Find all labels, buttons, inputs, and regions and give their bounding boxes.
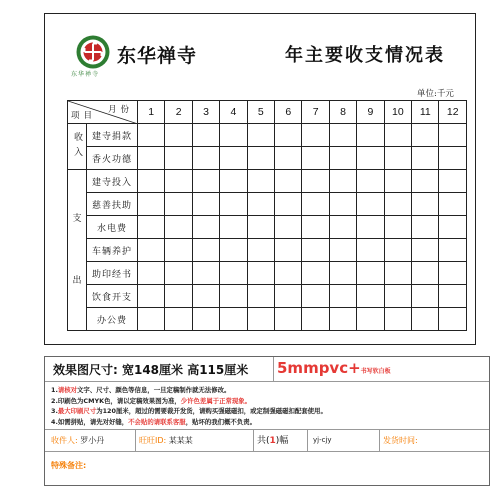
- month-header: 2: [165, 101, 192, 124]
- special-notes-label: 特殊备注:: [51, 461, 87, 470]
- value-cell[interactable]: [302, 124, 329, 147]
- note-segment: 请核对: [57, 386, 78, 394]
- material-label: [277, 359, 391, 377]
- note-segment: 文字、尺寸、颜色等信息，一旦定稿制作就无法修改。: [77, 386, 231, 394]
- table-header-row: [68, 101, 467, 124]
- value-cell[interactable]: [357, 308, 384, 331]
- size-label: 效果图尺寸: 宽148厘米 高115厘米: [53, 363, 249, 377]
- ship-time-field: [383, 435, 418, 446]
- month-header: 5: [247, 101, 274, 124]
- value-cell[interactable]: [192, 147, 219, 170]
- value-cell[interactable]: [302, 239, 329, 262]
- note-segment: 最大印刷尺寸: [57, 407, 97, 415]
- value-cell[interactable]: [275, 193, 302, 216]
- value-cell[interactable]: [329, 147, 356, 170]
- table-row: [68, 285, 467, 308]
- document-title: 年主要收支情况表: [285, 45, 445, 66]
- value-cell[interactable]: [247, 239, 274, 262]
- month-header: 12: [439, 101, 467, 124]
- value-cell[interactable]: [439, 239, 467, 262]
- value-cell[interactable]: [329, 239, 356, 262]
- item-label: 慈善扶助: [87, 193, 138, 216]
- month-header: 3: [192, 101, 219, 124]
- value-cell[interactable]: [302, 147, 329, 170]
- value-cell[interactable]: [165, 170, 192, 193]
- value-cell[interactable]: [412, 262, 439, 285]
- divider: [307, 430, 308, 452]
- spec-special-row: [45, 452, 489, 486]
- note-segment: 2.印刷色为CMYK色，请以定稿效果图为准，: [51, 396, 181, 405]
- month-header: 7: [302, 101, 329, 124]
- value-cell[interactable]: [302, 193, 329, 216]
- value-cell[interactable]: [329, 170, 356, 193]
- value-cell[interactable]: [247, 124, 274, 147]
- value-cell[interactable]: [247, 262, 274, 285]
- note-segment: 少许色差属于正常现象。: [180, 396, 252, 405]
- value-cell[interactable]: [412, 308, 439, 331]
- value-cell[interactable]: [138, 285, 165, 308]
- value-cell[interactable]: [192, 308, 219, 331]
- value-cell[interactable]: [412, 285, 439, 308]
- order-id-value: 某某某: [168, 436, 193, 445]
- temple-name: 东华禅寺: [117, 45, 198, 67]
- finance-table: [67, 100, 467, 331]
- divider: [379, 430, 380, 452]
- month-header: 1: [138, 101, 165, 124]
- value-cell[interactable]: [329, 193, 356, 216]
- category-expense-top: 支: [72, 214, 82, 224]
- value-cell[interactable]: [329, 262, 356, 285]
- value-cell[interactable]: [165, 308, 192, 331]
- order-id-label: 旺旺ID:: [139, 436, 167, 445]
- designer-field: [313, 436, 332, 444]
- quantity-value: 1: [269, 436, 276, 446]
- recipient-value: 罗小丹: [80, 436, 105, 445]
- item-label: 水电费: [87, 216, 138, 239]
- divider: [135, 430, 136, 452]
- divider: [253, 430, 254, 452]
- value-cell[interactable]: [192, 193, 219, 216]
- value-cell[interactable]: [412, 239, 439, 262]
- ship-time-label: 发货时间:: [383, 436, 418, 445]
- value-cell[interactable]: [192, 170, 219, 193]
- note-line: [51, 385, 327, 396]
- value-cell[interactable]: [247, 170, 274, 193]
- month-header: 10: [384, 101, 411, 124]
- month-header: 11: [412, 101, 439, 124]
- value-cell[interactable]: [165, 239, 192, 262]
- value-cell[interactable]: [275, 285, 302, 308]
- quantity-suffix: )幅: [275, 436, 289, 446]
- value-cell[interactable]: [357, 147, 384, 170]
- value-cell[interactable]: [412, 124, 439, 147]
- logo-caption: 东华禅寺: [71, 71, 100, 78]
- value-cell[interactable]: [357, 239, 384, 262]
- value-cell[interactable]: [439, 262, 467, 285]
- value-cell[interactable]: [412, 193, 439, 216]
- value-cell[interactable]: [357, 216, 384, 239]
- value-cell[interactable]: [138, 170, 165, 193]
- category-income: 收入: [68, 124, 87, 170]
- spec-form: [44, 356, 490, 486]
- value-cell[interactable]: [357, 124, 384, 147]
- category-spacer: [68, 227, 86, 273]
- value-cell[interactable]: [138, 216, 165, 239]
- value-cell[interactable]: [439, 285, 467, 308]
- value-cell[interactable]: [138, 262, 165, 285]
- value-cell[interactable]: [220, 124, 247, 147]
- table-row: [68, 147, 467, 170]
- value-cell[interactable]: [439, 308, 467, 331]
- value-cell[interactable]: [439, 170, 467, 193]
- value-cell[interactable]: [439, 124, 467, 147]
- value-cell[interactable]: [138, 193, 165, 216]
- material-text: 5mmpvc+: [277, 359, 361, 377]
- value-cell[interactable]: [302, 170, 329, 193]
- spec-order-row: [45, 430, 489, 452]
- recipient-label: 收件人:: [51, 436, 78, 445]
- value-cell[interactable]: [384, 262, 411, 285]
- item-label: 香火功德: [87, 147, 138, 170]
- value-cell[interactable]: [165, 147, 192, 170]
- value-cell[interactable]: [384, 308, 411, 331]
- value-cell[interactable]: [275, 262, 302, 285]
- table-row: [68, 170, 467, 193]
- sign-board: [44, 13, 476, 345]
- note-line: [51, 417, 327, 428]
- month-header: 6: [275, 101, 302, 124]
- table-corner-cell: [68, 101, 138, 124]
- value-cell[interactable]: [138, 308, 165, 331]
- value-cell[interactable]: [247, 147, 274, 170]
- value-cell[interactable]: [275, 124, 302, 147]
- material-note: 书写软白板: [360, 368, 391, 375]
- recipient-field: [51, 435, 104, 446]
- month-header: 9: [357, 101, 384, 124]
- designer-value: yj-cjy: [313, 436, 332, 444]
- month-header: 4: [220, 101, 247, 124]
- value-cell[interactable]: [247, 216, 274, 239]
- value-cell[interactable]: [329, 216, 356, 239]
- value-cell[interactable]: [165, 262, 192, 285]
- value-cell[interactable]: [329, 308, 356, 331]
- notes-list: [51, 385, 327, 427]
- value-cell[interactable]: [302, 308, 329, 331]
- item-label: 饮食开支: [87, 285, 138, 308]
- value-cell[interactable]: [275, 170, 302, 193]
- value-cell[interactable]: [412, 147, 439, 170]
- unit-label: 单位:千元: [417, 89, 454, 99]
- value-cell[interactable]: [275, 308, 302, 331]
- table-row: [68, 124, 467, 147]
- item-label: 车辆养护: [87, 239, 138, 262]
- item-label: 助印经书: [87, 262, 138, 285]
- value-cell[interactable]: [220, 193, 247, 216]
- value-cell[interactable]: [329, 285, 356, 308]
- value-cell[interactable]: [412, 170, 439, 193]
- value-cell[interactable]: [302, 216, 329, 239]
- value-cell[interactable]: [220, 170, 247, 193]
- value-cell[interactable]: [412, 216, 439, 239]
- value-cell[interactable]: [275, 216, 302, 239]
- value-cell[interactable]: [384, 170, 411, 193]
- value-cell[interactable]: [384, 193, 411, 216]
- quantity-field: [257, 433, 288, 446]
- order-id-field: [139, 435, 193, 446]
- value-cell[interactable]: [138, 124, 165, 147]
- divider: [273, 357, 274, 382]
- value-cell[interactable]: [165, 285, 192, 308]
- corner-month-label: 月份: [107, 105, 133, 115]
- value-cell[interactable]: [357, 170, 384, 193]
- note-line: [51, 406, 327, 417]
- value-cell[interactable]: [439, 216, 467, 239]
- value-cell[interactable]: [275, 239, 302, 262]
- value-cell[interactable]: [384, 216, 411, 239]
- category-expense: [68, 170, 87, 331]
- note-segment: 1.: [51, 386, 58, 394]
- value-cell[interactable]: [165, 216, 192, 239]
- category-expense-bottom: 出: [72, 276, 82, 286]
- value-cell[interactable]: [220, 262, 247, 285]
- note-segment: 为120厘米，超过的需要裁开发货，请购买强磁磁扣，或定制强磁磁扣配套使用。: [96, 407, 327, 415]
- value-cell[interactable]: [192, 216, 219, 239]
- value-cell[interactable]: [220, 239, 247, 262]
- value-cell[interactable]: [329, 124, 356, 147]
- value-cell[interactable]: [357, 285, 384, 308]
- item-label: 建寺捐款: [87, 124, 138, 147]
- value-cell[interactable]: [302, 285, 329, 308]
- value-cell[interactable]: [220, 308, 247, 331]
- value-cell[interactable]: [247, 285, 274, 308]
- value-cell[interactable]: [357, 193, 384, 216]
- value-cell[interactable]: [165, 124, 192, 147]
- value-cell[interactable]: [192, 262, 219, 285]
- value-cell[interactable]: [439, 193, 467, 216]
- item-label: 办公费: [87, 308, 138, 331]
- value-cell[interactable]: [192, 124, 219, 147]
- corner-item-label: 项目: [71, 111, 97, 121]
- value-cell[interactable]: [220, 147, 247, 170]
- item-label: 建寺投入: [87, 170, 138, 193]
- value-cell[interactable]: [138, 239, 165, 262]
- spec-notes-row: [45, 382, 489, 430]
- quantity-prefix: 共(: [257, 436, 270, 446]
- table-row: [68, 308, 467, 331]
- value-cell[interactable]: [384, 239, 411, 262]
- month-header: 8: [329, 101, 356, 124]
- value-cell[interactable]: [247, 193, 274, 216]
- value-cell[interactable]: [220, 285, 247, 308]
- value-cell[interactable]: [357, 262, 384, 285]
- value-cell[interactable]: [192, 239, 219, 262]
- table-row: [68, 193, 467, 216]
- value-cell[interactable]: [220, 216, 247, 239]
- value-cell[interactable]: [384, 124, 411, 147]
- table-row: [68, 216, 467, 239]
- value-cell[interactable]: [302, 262, 329, 285]
- value-cell[interactable]: [275, 147, 302, 170]
- value-cell[interactable]: [247, 308, 274, 331]
- value-cell[interactable]: [384, 147, 411, 170]
- note-segment: 不会贴的请联系客服: [128, 417, 186, 426]
- note-segment: 4.如需拼贴，请先对好缝，: [51, 417, 129, 426]
- value-cell[interactable]: [165, 193, 192, 216]
- spec-size-row: [45, 357, 489, 382]
- note-segment: ，贴坏的我们概不负责。: [185, 417, 256, 426]
- temple-logo-icon: [75, 34, 111, 70]
- note-segment: 3.: [51, 407, 58, 415]
- value-cell[interactable]: [192, 285, 219, 308]
- table-row: [68, 239, 467, 262]
- value-cell[interactable]: [138, 147, 165, 170]
- table-row: [68, 262, 467, 285]
- value-cell[interactable]: [439, 147, 467, 170]
- value-cell[interactable]: [384, 285, 411, 308]
- note-line: [51, 396, 327, 407]
